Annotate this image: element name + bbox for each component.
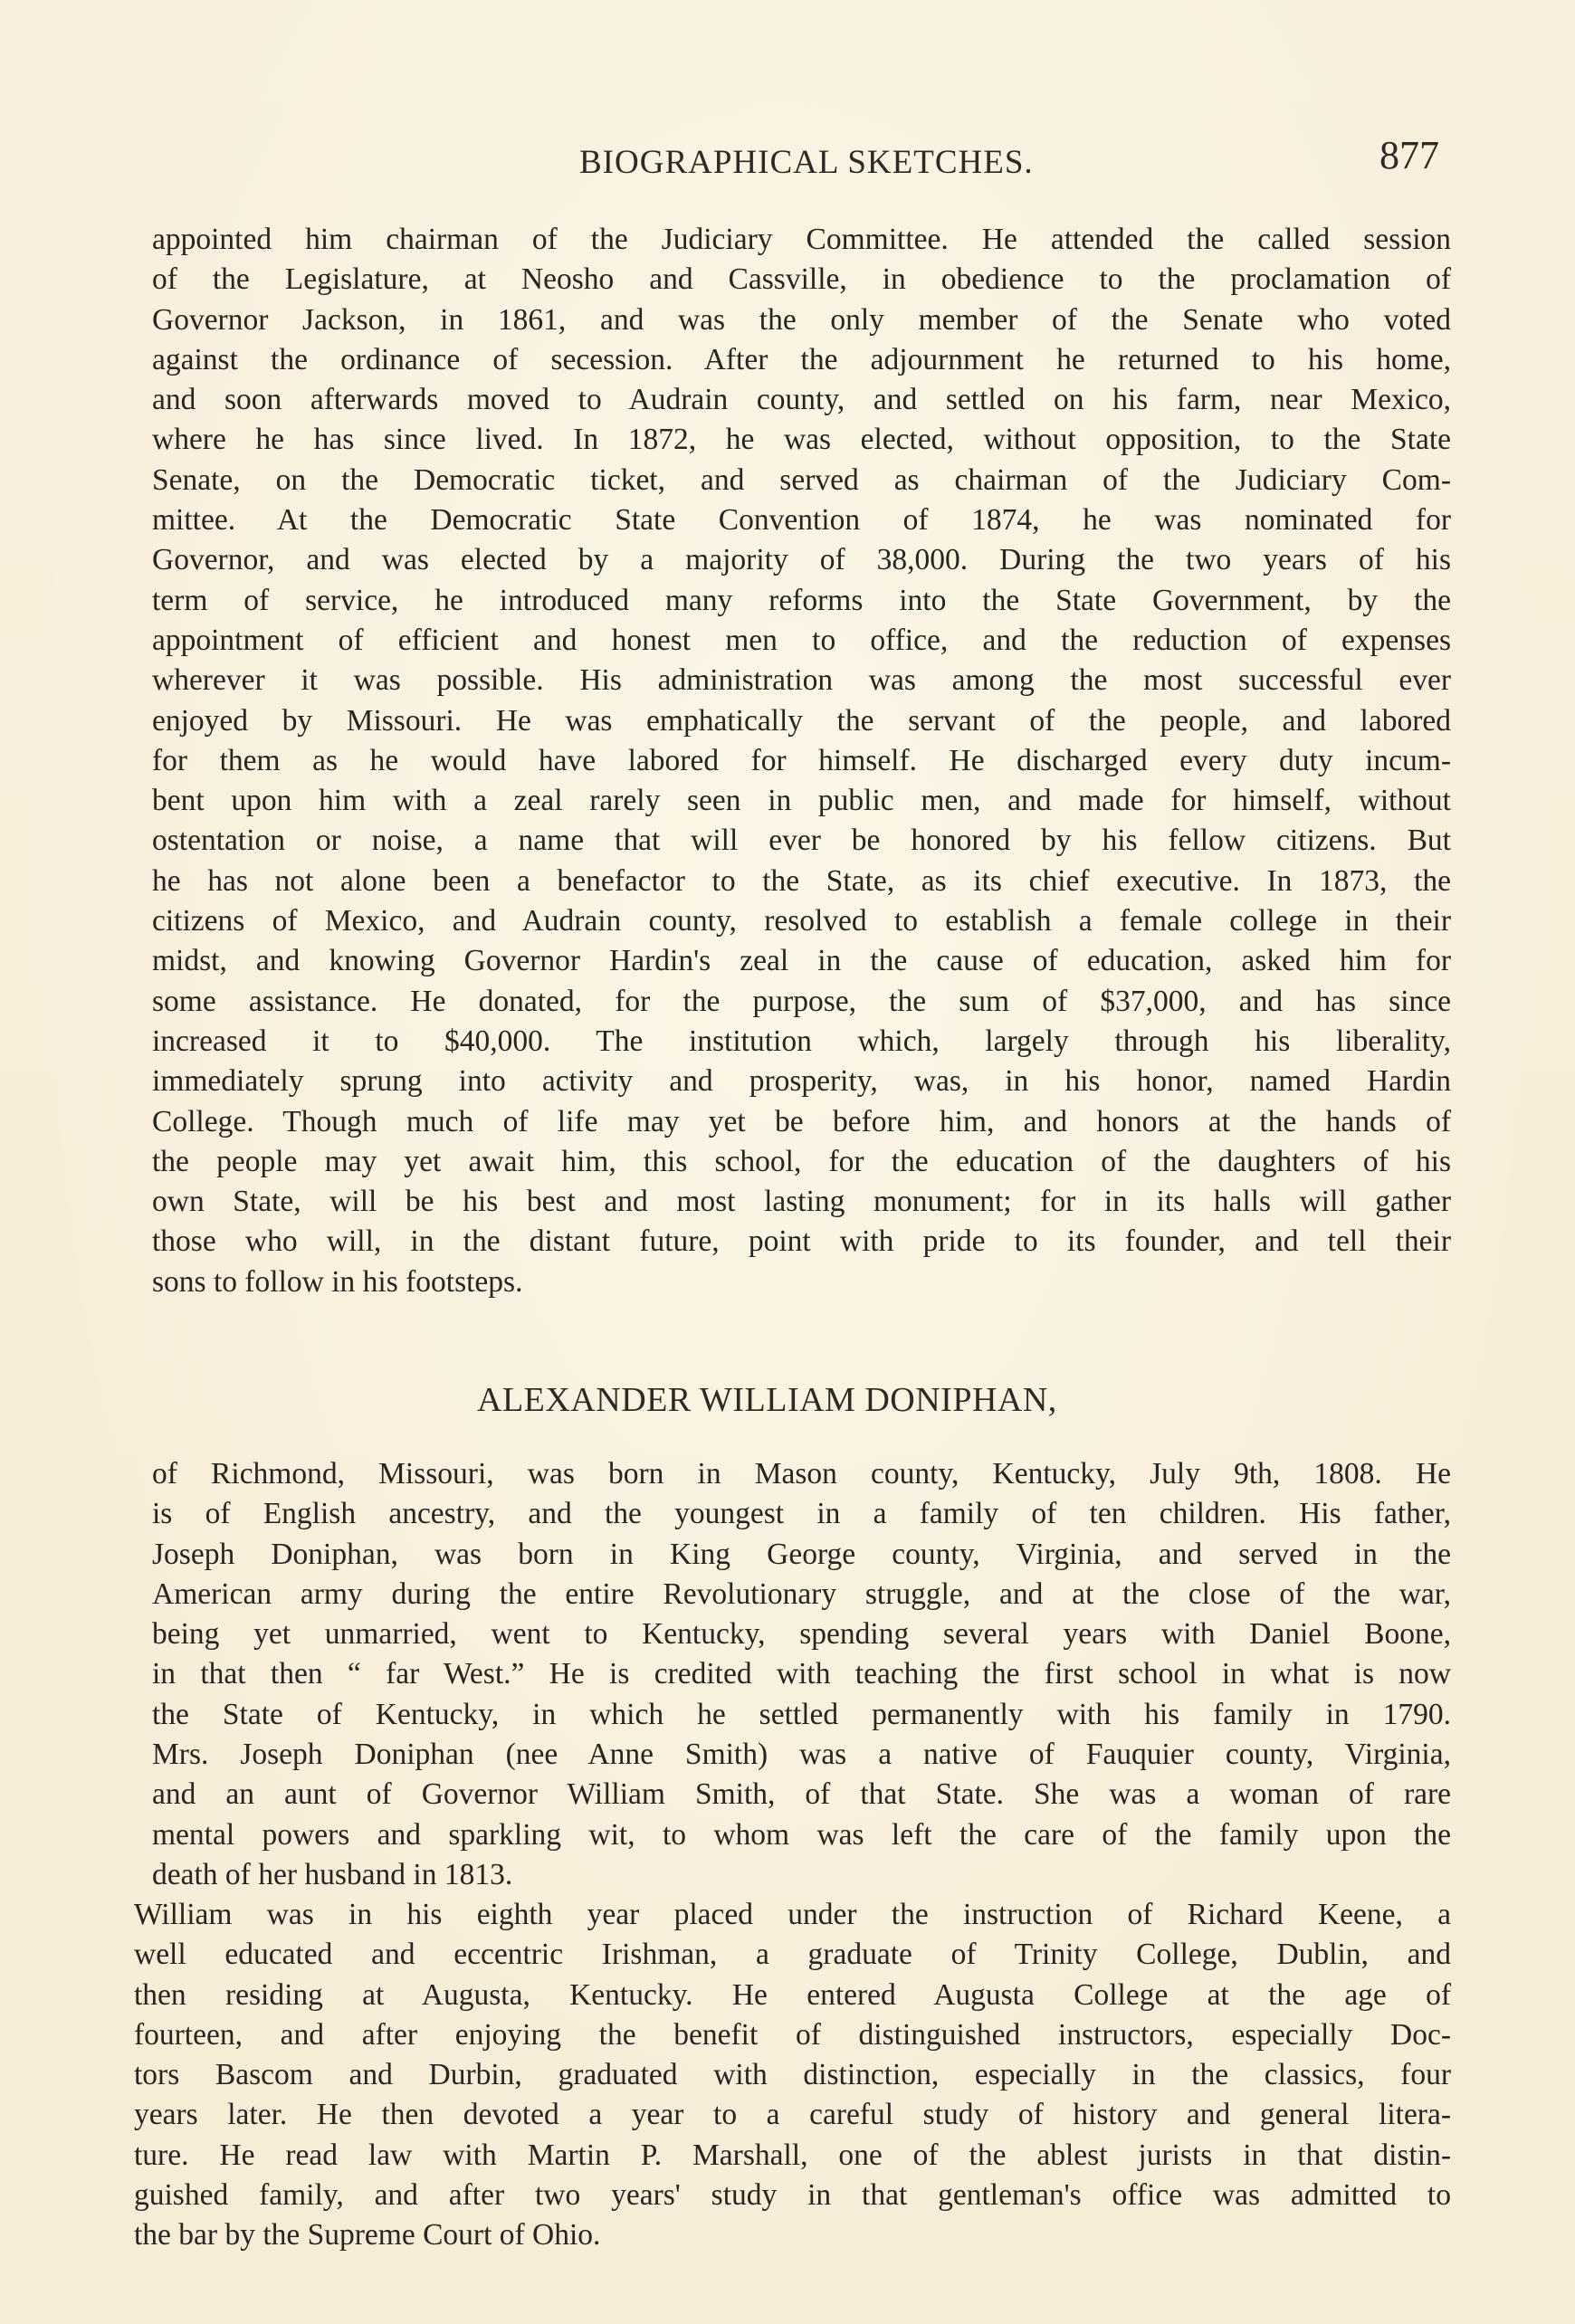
text-line: citizens of Mexico, and Audrain county, resolved to establish a female college in their: [152, 904, 1451, 938]
text-line: ture. He read law with Martin P. Marshall, one of the ablest jurists in that distin-: [134, 2138, 1451, 2172]
text-line: enjoyed by Missouri. He was emphatically the servant of the people, and labored: [152, 703, 1451, 738]
text-line: term of service, he introduced many reforms into the State Government, by the: [152, 583, 1451, 617]
running-head: BIOGRAPHICAL SKETCHES.: [579, 144, 1034, 181]
text-line: for them as he would have labored for himself. He discharged every duty incum-: [152, 743, 1451, 777]
text-line: Governor Jackson, in 1861, and was the only member of the Senate who voted: [152, 302, 1451, 337]
text-line: death of her husband in 1813.: [152, 1857, 513, 1891]
text-line: some assistance. He donated, for the purpose, the sum of $37,000, and has since: [152, 984, 1451, 1018]
text-line: William was in his eighth year placed under the instruction of Richard Keene, a: [134, 1898, 1451, 1931]
text-line: tors Bascom and Durbin, graduated with distinction, especially in the classics, four: [134, 2058, 1451, 2092]
text-line: against the ordinance of secession. After the adjournment he returned to his home,: [152, 342, 1451, 376]
text-line: midst, and knowing Governor Hardin's zeal in the cause of education, asked him for: [152, 944, 1451, 978]
text-line: wherever it was possible. His administration was among the most successful ever: [152, 663, 1451, 698]
text-line: Mrs. Joseph Doniphan (nee Anne Smith) was a native of Fauquier county, Virginia,: [152, 1738, 1451, 1772]
text-line: of the Legislature, at Neosho and Cassville, in obedience to the proclamation of: [152, 262, 1451, 297]
section-heading: ALEXANDER WILLIAM DONIPHAN,: [477, 1381, 1057, 1419]
text-line: own State, will be his best and most lasting monument; for in its halls will gather: [152, 1185, 1451, 1219]
text-line: well educated and eccentric Irishman, a graduate of Trinity College, Dublin, and: [134, 1938, 1451, 1972]
text-line: mental powers and sparkling wit, to whom was left the care of the family upon the: [152, 1817, 1451, 1852]
text-line: mittee. At the Democratic State Convention of 1874, he was nominated for: [152, 503, 1451, 538]
text-line: Joseph Doniphan, was born in King George county, Virginia, and served in the: [152, 1537, 1451, 1571]
text-line: immediately sprung into activity and prosperity, was, in his honor, named Hardin: [152, 1064, 1451, 1099]
text-line: College. Though much of life may yet be before him, and honors at the hands of: [152, 1104, 1451, 1138]
text-line: appointed him chairman of the Judiciary Committee. He attended the called session: [152, 223, 1451, 256]
doniphan-paragraph-1: [152, 1454, 1451, 1895]
text-line: of Richmond, Missouri, was born in Mason county, Kentucky, July 9th, 1808. He: [152, 1457, 1451, 1491]
page-number: 877: [1379, 133, 1439, 177]
text-line: and an aunt of Governor William Smith, of that State. She was a woman of rare: [152, 1777, 1451, 1812]
text-line: the people may yet await him, this school, for the education of the daughters of his: [152, 1144, 1451, 1178]
text-line: the bar by the Supreme Court of Ohio.: [134, 2218, 601, 2253]
hardin-continued-paragraph: [152, 220, 1451, 1302]
text-line: where he has since lived. In 1872, he was elected, without opposition, to the State: [152, 423, 1451, 457]
text-line: he has not alone been a benefactor to the State, as its chief executive. In 1873, the: [152, 863, 1451, 898]
text-line: increased it to $40,000. The institution which, largely through his liberality,: [152, 1024, 1451, 1058]
text-line: American army during the entire Revolutionary struggle, and at the close of the war,: [152, 1576, 1451, 1611]
text-line: being yet unmarried, went to Kentucky, spending several years with Daniel Boone,: [152, 1617, 1451, 1652]
text-line: guished family, and after two years' study in that gentleman's office was admitted to: [134, 2178, 1451, 2213]
text-line: years later. He then devoted a year to a careful study of history and general litera-: [134, 2098, 1451, 2132]
text-line: is of English ancestry, and the youngest in a family of ten children. His father,: [152, 1497, 1451, 1531]
text-line: those who will, in the distant future, point with pride to its founder, and tell their: [152, 1224, 1451, 1259]
text-line: Governor, and was elected by a majority of 38,000. During the two years of his: [152, 543, 1451, 577]
doniphan-paragraph-2: [134, 1895, 1451, 2256]
text-line: fourteen, and after enjoying the benefit of distinguished instructors, especially Doc-: [134, 2017, 1451, 2052]
text-line: appointment of efficient and honest men to office, and the reduction of expenses: [152, 623, 1451, 657]
text-line: then residing at Augusta, Kentucky. He entered Augusta College at the age of: [134, 1977, 1451, 2012]
text-line: in that then “ far West.” He is credited with teaching the first school in what is now: [152, 1657, 1451, 1691]
text-line: the State of Kentucky, in which he settled permanently with his family in 1790.: [152, 1697, 1451, 1731]
text-line: sons to follow in his footsteps.: [152, 1264, 523, 1299]
text-line: and soon afterwards moved to Audrain county, and settled on his farm, near Mexico,: [152, 383, 1451, 417]
text-line: bent upon him with a zeal rarely seen in public men, and made for himself, without: [152, 784, 1451, 818]
text-line: Senate, on the Democratic ticket, and served as chairman of the Judiciary Com-: [152, 462, 1451, 497]
text-line: ostentation or noise, a name that will ever be honored by his fellow citizens. But: [152, 824, 1451, 858]
